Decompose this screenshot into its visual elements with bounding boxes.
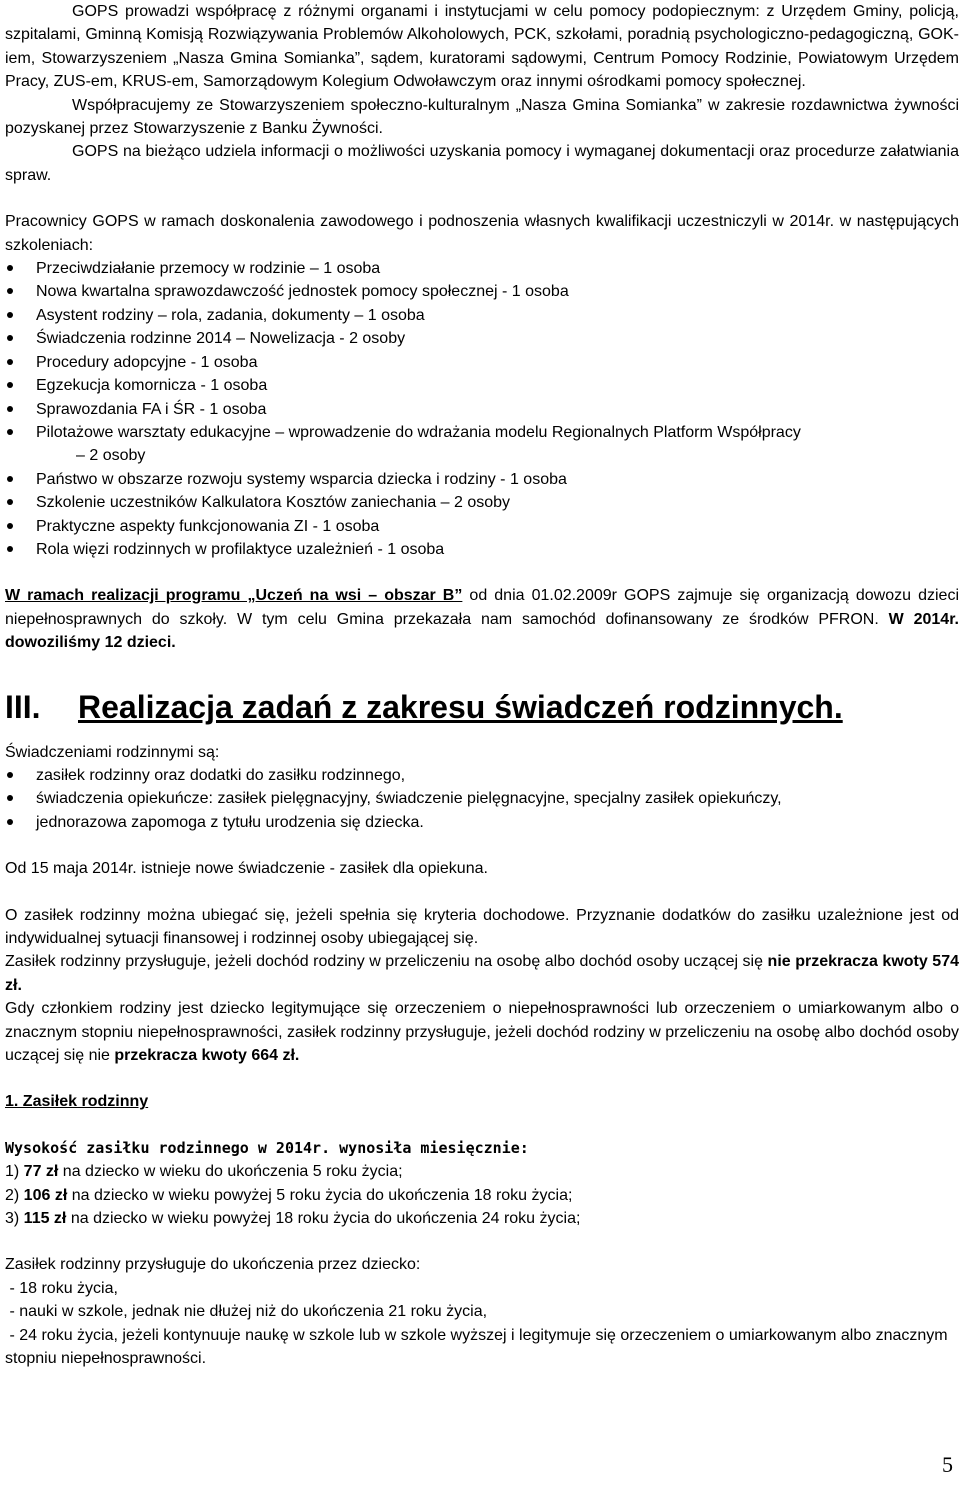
amount-item: 2) 106 zł na dziecko w wieku powyżej 5 roku życia do ukończenia 18 roku życia; — [5, 1186, 573, 1204]
section-number: III. — [5, 688, 41, 725]
benefits-intro: Świadczeniami rodzinnymi są: — [5, 743, 220, 761]
paragraph-program: W ramach realizacji programu „Uczeń na wsi – obszar B” od dnia 01.02.2009r GOPS zajmuje się organizacją dowozu dzieci niepełnosprawnych do szkoły. W tym celu Gmina przekazała nam samochód dofinansowany ze środków PFRON. W 2014r. dowoziliśmy 12 dzieci. — [5, 587, 959, 652]
list-item: Przeciwdziałanie przemocy w rodzinie – 1 osoba — [5, 257, 959, 280]
subheading-family-allowance: 1. Zasiłek rodzinny — [5, 1093, 149, 1111]
list-item: Państwo w obszarze rozwoju systemy wsparcia dziecka i rodziny - 1 osoba — [5, 468, 959, 491]
amount-item: 3) 115 zł na dziecko w wieku powyżej 18 roku życia do ukończenia 24 roku życia; — [5, 1210, 581, 1228]
paragraph-cooperation: GOPS prowadzi współpracę z różnymi organami i instytucjami w celu pomocy podopiecznym: z Urzędem Gminy, policją, szpitalami, Gminną Komisją Rozwiązywania Problemów Alkoholowych, PCK, szkołami, poradnią psychologiczno-pedagogiczną, GOK-iem, Stowarzyszeniem „Nasza Gmina Somianka”, sądem, kuratorami sądowymi, Centrum Pomocy Rodzinie, Powiatowym Urzędem Pracy, ZUS-em, KRUS-em, Samorządowym Kolegium Odwoławczym oraz innymi ośrodkami pomocy społecznej. — [5, 3, 959, 91]
trainings-list — [5, 257, 959, 561]
page-content — [5, 0, 959, 1371]
list-item: Nowa kwartalna sprawozdawczość jednostek pomocy społecznej - 1 osoba — [5, 280, 959, 303]
paragraph-criteria: O zasiłek rodzinny można ubiegać się, jeżeli spełnia się kryteria dochodowe. Przyznanie dodatków do zasiłku uzależnione jest od indywidualnej sytuacji finansowej i rodzinnej osoby ubiegającej się. — [5, 906, 959, 947]
list-item: zasiłek rodzinny oraz dodatki do zasiłku rodzinnego, — [5, 764, 959, 787]
list-item: świadczenia opiekuńcze: zasiłek pielęgnacyjny, świadczenie pielęgnacyjne, specjalny zasiłek opiekuńczy, — [5, 787, 959, 810]
amount-heading: Wysokość zasiłku rodzinnego w 2014r. wynosiła miesięcznie: — [5, 1138, 529, 1157]
paragraph-new-benefit: Od 15 maja 2014r. istnieje nowe świadczenie - zasiłek dla opiekuna. — [5, 860, 488, 878]
list-item: Pilotażowe warsztaty edukacyjne – wprowadzenie do wdrażania modelu Regionalnych Platform Współpracy – 2 osoby — [5, 421, 959, 468]
list-item: Sprawozdania FA i ŚR - 1 osoba — [5, 398, 959, 421]
benefits-list — [5, 764, 959, 834]
list-item: Szkolenie uczestników Kalkulatora Kosztów zaniechania – 2 osoby — [5, 491, 959, 514]
page-number: 5 — [942, 1452, 953, 1477]
paragraph-trainings-intro: Pracownicy GOPS w ramach doskonalenia zawodowego i podnoszenia własnych kwalifikacji uczestniczyli w 2014r. w następujących szkoleniach: — [5, 213, 959, 254]
until-intro: Zasiłek rodzinny przysługuje do ukończenia przez dziecko: — [5, 1256, 421, 1274]
section-title: Realizacja zadań z zakresu świadczeń rodzinnych. — [78, 688, 843, 725]
until-item: - 24 roku życia, jeżeli kontynuuje naukę w szkole lub w szkole wyższej i legitymuje się orzeczeniem o umiarkowanym albo znacznym stopniu niepełnosprawności. — [5, 1326, 953, 1368]
until-item: - 18 roku życia, — [5, 1279, 118, 1297]
section-heading — [5, 687, 959, 727]
paragraph-disability-limit: Gdy członkiem rodziny jest dziecko legitymujące się orzeczeniem o niepełnosprawności lub orzeczeniem o umiarkowanym albo o znacznym stopniu niepełnosprawności, zasiłek rodzinny przysługuje, jeżeli dochód rodziny w przeliczeniu na osobę albo dochód osoby uczącej się nie przekracza kwoty 664 zł. — [5, 1000, 959, 1065]
list-item: jednorazowa zapomoga z tytułu urodzenia się dziecka. — [5, 811, 959, 834]
list-item: Asystent rodziny – rola, zadania, dokumenty – 1 osoba — [5, 304, 959, 327]
income-limit-574: nie przekracza kwoty 574 zł. — [5, 953, 960, 994]
list-item: Świadczenia rodzinne 2014 – Nowelizacja - 2 osoby — [5, 327, 959, 350]
list-item: Egzekucja komornicza - 1 osoba — [5, 374, 959, 397]
paragraph-information: GOPS na bieżąco udziela informacji o możliwości uzyskania pomocy i wymaganej dokumentacji oraz procedurze załatwiania spraw. — [5, 143, 959, 184]
list-item: Praktyczne aspekty funkcjonowania ZI - 1 osoba — [5, 515, 959, 538]
amount-item: 1) 77 zł na dziecko w wieku do ukończenia 5 roku życia; — [5, 1163, 403, 1181]
list-item: Procedury adopcyjne - 1 osoba — [5, 351, 959, 374]
until-item: - nauki w szkole, jednak nie dłużej niż do ukończenia 21 roku życia, — [5, 1303, 488, 1321]
program-result: W 2014r. dowoziliśmy 12 dzieci. — [5, 610, 959, 652]
list-item-continuation: – 2 osoby — [76, 447, 146, 465]
program-name: W ramach realizacji programu „Uczeń na wsi – obszar B” — [5, 587, 463, 605]
list-item: Rola więzi rodzinnych w profilaktyce uzależnień - 1 osoba — [5, 538, 959, 561]
income-limit-664: przekracza kwoty 664 zł. — [114, 1047, 300, 1065]
paragraph-income-limit: Zasiłek rodzinny przysługuje, jeżeli dochód rodziny w przeliczeniu na osobę albo dochód osoby uczącej się nie przekracza kwoty 574 zł. — [5, 953, 960, 994]
paragraph-food-bank: Współpracujemy ze Stowarzyszeniem społeczno-kulturalnym „Nasza Gmina Somianka” w zakresie rozdawnictwa żywności pozyskanej przez Stowarzyszenie z Banku Żywności. — [5, 96, 959, 138]
